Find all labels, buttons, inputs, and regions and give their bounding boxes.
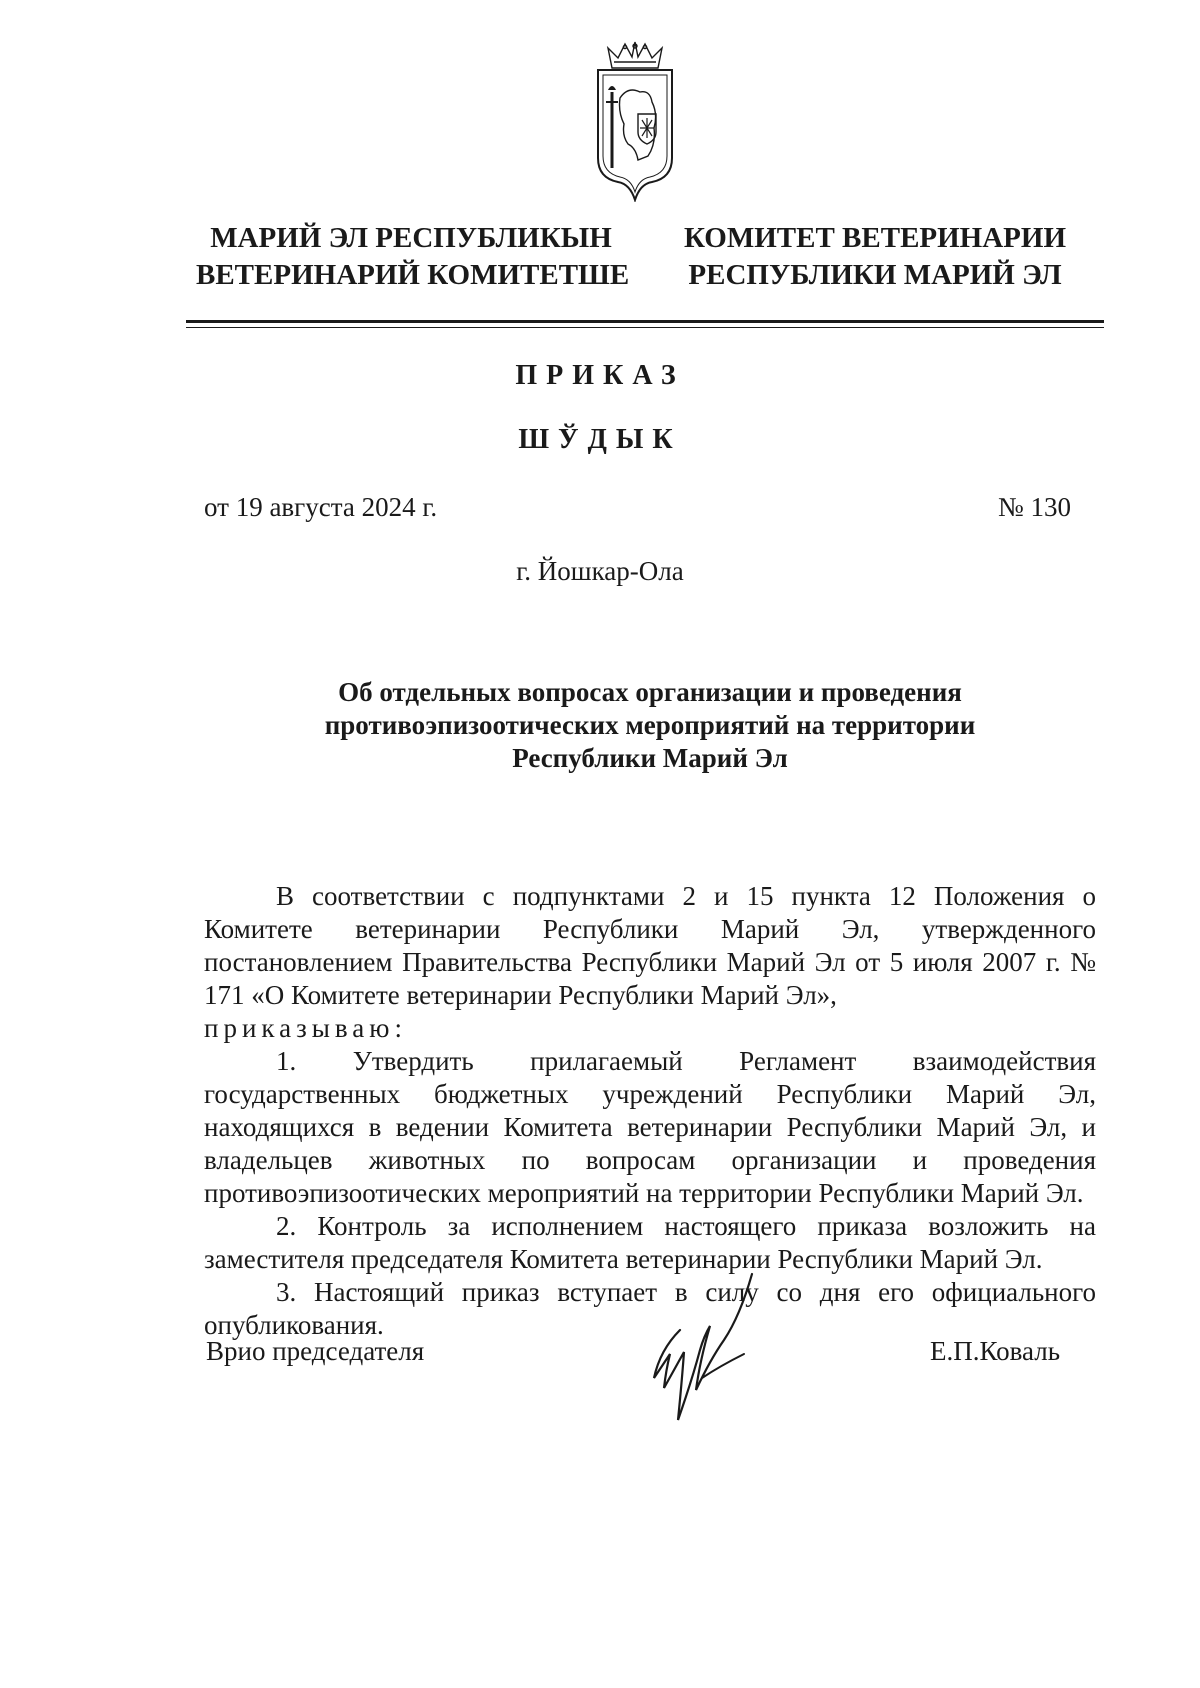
body-order-word: приказываю: bbox=[204, 1013, 407, 1043]
handwritten-signature bbox=[640, 1270, 770, 1430]
doc-city: г. Йошкар-Ола bbox=[516, 556, 684, 586]
doc-date: от 19 августа 2024 г. bbox=[204, 492, 438, 522]
coat-of-arms-icon bbox=[592, 40, 678, 202]
doc-title-line3: Республики Марий Эл bbox=[512, 743, 788, 773]
header-right-line1: КОМИТЕТ ВЕТЕРИНАРИИ bbox=[683, 222, 1067, 254]
signer-position: Врио председателя bbox=[206, 1336, 425, 1366]
header-right-org bbox=[680, 220, 1070, 294]
header-left-org bbox=[196, 220, 630, 294]
doc-title bbox=[230, 676, 1070, 775]
body-preamble: В соответствии с подпунктами 2 и 15 пункта 12 Положения о Комитете ветеринарии Республики Марий Эл, утвержденного постановлением Правительства Республики Марий Эл от 5 июля 2007 г. № 171 «О Комитете ветеринарии Республики Марий Эл», bbox=[204, 881, 1096, 1010]
header-divider-thin bbox=[186, 327, 1104, 328]
header-left-line2: ВЕТЕРИНАРИЙ КОМИТЕТШЕ bbox=[196, 259, 630, 291]
body-item-3: 3. Настоящий приказ вступает в силу со дня его официального опубликования. bbox=[204, 1277, 1096, 1340]
doc-title-line1: Об отдельных вопросах организации и проведения bbox=[338, 677, 962, 707]
doc-number: № 130 bbox=[998, 492, 1072, 522]
header-right-line2: РЕСПУБЛИКИ МАРИЙ ЭЛ bbox=[688, 259, 1062, 291]
doc-title-line2: противоэпизоотических мероприятий на территории bbox=[324, 710, 976, 740]
signer-name: Е.П.Коваль bbox=[930, 1336, 1061, 1366]
body-item-1: 1. Утвердить прилагаемый Регламент взаимодействия государственных бюджетных учреждений Республики Марий Эл, находящихся в ведении Комитета ветеринарии Республики Марий Эл, и владельцев животных по вопросам организации и проведения противоэпизоотических мероприятий на территории Республики Марий Эл. bbox=[204, 1046, 1096, 1208]
header-divider-thick bbox=[186, 320, 1104, 323]
body-item-2: 2. Контроль за исполнением настоящего приказа возложить на заместителя председателя Комитета ветеринарии Республики Марий Эл. bbox=[204, 1211, 1096, 1274]
header-left-line1: МАРИЙ ЭЛ РЕСПУБЛИКЫН bbox=[210, 222, 612, 254]
doc-type-ru: ПРИКАЗ bbox=[515, 360, 685, 391]
doc-type-mari: ШЎДЫК bbox=[518, 424, 682, 455]
